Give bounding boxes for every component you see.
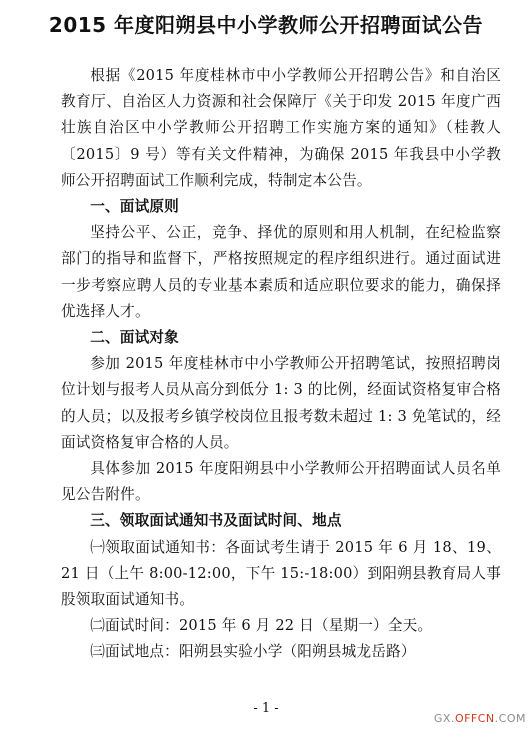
principles-paragraph: 坚持公平、公正，竞争、择优的原则和用人机制，在纪检监察部门的指导和监督下，严格按照规定的程序组织进行。通过面试进一步考察应聘人员的专业基本素质和适应职位要求的能力，确保择优选择人才。	[61, 224, 501, 320]
candidates-paragraph: 参加 2015 年度桂林市中小学教师公开招聘笔试，按照招聘岗位计划与报考人员从高分到低分 1: 3 的比例，经面试资格复审合格的人员；以及报考乡镇学校岗位且报考数未超过 1: 3 免笔试的，经面试资格复审合格的人员。	[61, 355, 501, 451]
section-heading-candidates: 二、面试对象	[90, 329, 179, 347]
intro-paragraph: 根据《2015 年度桂林市中小学教师公开招聘公告》和自治区教育厅、自治区人力资源和社会保障厅《关于印发 2015 年度广西壮族自治区中小学教师公开招聘工作实施方案的通知》（桂教人〔2015〕9 号）等有关文件精神，为确保 2015 年我县中小学教师公开招聘面试工作顺利完成，特制定本公告。	[61, 67, 501, 189]
site-watermark	[434, 712, 526, 726]
document-body	[61, 63, 501, 666]
watermark-suffix: .COM	[494, 712, 526, 725]
candidate-list-paragraph: 具体参加 2015 年度阳朔县中小学教师公开招聘面试人员名单见公告附件。	[61, 460, 501, 504]
section-heading-notice-time-place: 三、领取面试通知书及面试时间、地点	[90, 512, 342, 530]
interview-time-paragraph: ㈡面试时间：2015 年 6 月 22 日（星期一）全天。	[90, 617, 433, 635]
page-title: 2015 年度阳朔县中小学教师公开招聘面试公告	[48, 13, 484, 37]
notice-collection-paragraph: ㈠领取面试通知书：各面试考生请于 2015 年 6 月 18、19、21 日（上午 8:00-12:00，下午 15:-18:00）到阳朔县教育局人事股领取面试通知书。	[61, 538, 501, 609]
watermark-accent: OFFCN	[454, 712, 495, 725]
section-heading-principles: 一、面试原则	[90, 198, 179, 216]
interview-location-paragraph: ㈢面试地点：阳朔县实验小学（阳朔县城龙岳路）	[90, 643, 416, 661]
page-number: - 1 -	[253, 701, 279, 716]
watermark-prefix: GX.	[433, 712, 455, 725]
